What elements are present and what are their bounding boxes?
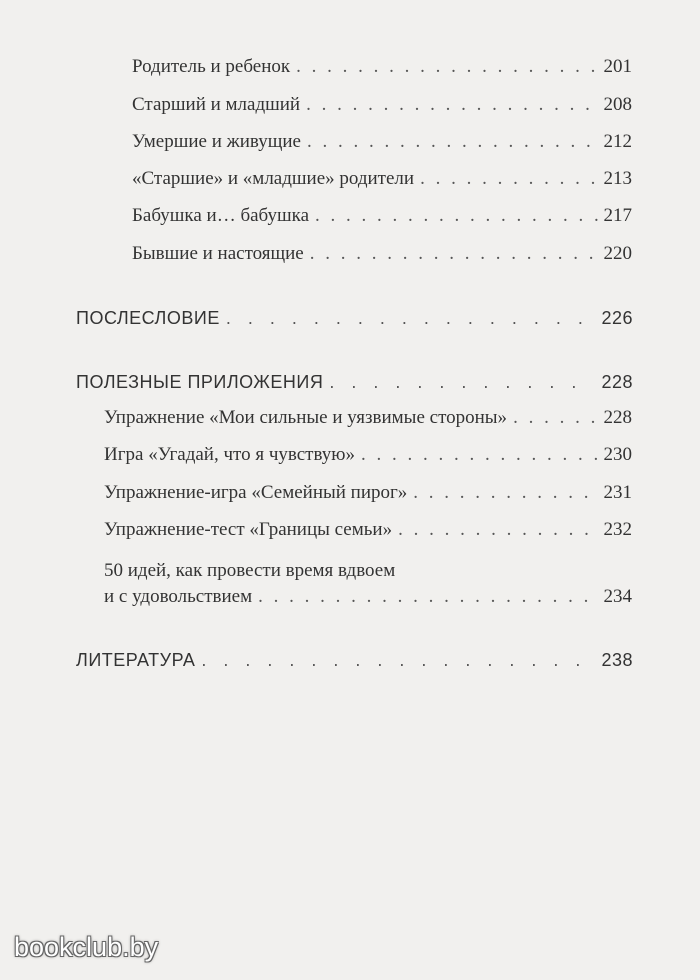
- toc-entry: [132, 94, 632, 116]
- toc-entry-page: 220: [603, 243, 632, 264]
- toc-entry-page: 217: [603, 205, 632, 226]
- toc-entry-page: 212: [603, 131, 632, 152]
- toc-entry: [132, 205, 632, 227]
- toc-entry-title: Бывшие и настоящие: [132, 243, 304, 264]
- toc-section-page: 238: [601, 650, 633, 670]
- toc-entry-title: Упражнение-тест «Границы семьи»: [104, 519, 393, 540]
- toc-section-appendix: [76, 372, 633, 393]
- toc-leader-dots: [315, 205, 597, 227]
- toc-section-literature: [76, 650, 633, 671]
- toc-leader-dots: [413, 482, 597, 504]
- toc-leader-dots: [307, 131, 598, 153]
- toc-leader-dots: [329, 372, 595, 393]
- toc-entry: [132, 243, 632, 265]
- toc-leader-dots: [226, 308, 596, 329]
- toc-leader-dots: [306, 94, 597, 116]
- toc-leader-dots: [361, 444, 598, 466]
- toc-entry: [104, 444, 632, 466]
- toc-entry-title: Упражнение-игра «Семейный пирог»: [104, 482, 408, 503]
- toc-entry-page: 232: [603, 519, 632, 540]
- toc-entry: [104, 407, 632, 429]
- toc-section-page: 226: [601, 308, 633, 328]
- toc-entry: [104, 482, 632, 504]
- toc-entry-page: 213: [603, 168, 632, 189]
- toc-entry: [132, 168, 632, 190]
- toc-entry-page: 201: [603, 56, 632, 77]
- toc-entry-title: «Старшие» и «младшие» родители: [132, 168, 415, 189]
- toc-leader-dots: [513, 407, 597, 429]
- toc-entry-page: 228: [603, 407, 632, 428]
- toc-entry-page: 234: [603, 586, 632, 607]
- toc-entry-title: Бабушка и… бабушка: [132, 205, 310, 226]
- toc-section-title: ЛИТЕРАТУРА: [76, 650, 196, 670]
- toc-section-title: ПОЛЕЗНЫЕ ПРИЛОЖЕНИЯ: [76, 372, 324, 392]
- toc-entry-title: Родитель и ребенок: [132, 56, 291, 77]
- toc-entry-page: 231: [603, 482, 632, 503]
- toc-entry-page: 230: [603, 444, 632, 465]
- toc-entry-title: Упражнение «Мои сильные и уязвимые стороны»: [104, 407, 508, 428]
- toc-section-page: 228: [601, 372, 633, 392]
- watermark: bookclub.by: [14, 932, 159, 962]
- toc-entry-title: Старший и младший: [132, 94, 301, 115]
- toc-leader-dots: [296, 56, 597, 78]
- toc-leader-dots: [310, 243, 598, 265]
- toc-entry-page: 208: [603, 94, 632, 115]
- toc-entry: [132, 131, 632, 153]
- toc-leader-dots: [201, 650, 595, 671]
- toc-entry: [104, 586, 632, 608]
- toc-entry: [104, 519, 632, 541]
- toc-entry-title-line2: и с удовольствием: [104, 586, 253, 607]
- toc-section-afterword: [76, 308, 633, 329]
- toc-entry: [132, 56, 632, 78]
- toc-entry-title: Умершие и живущие: [132, 131, 301, 152]
- toc-leader-dots: [398, 519, 597, 541]
- toc-leader-dots: [420, 168, 597, 190]
- toc-entry-title-line1: 50 идей, как провести время вдвоем: [104, 560, 396, 581]
- toc-section-title: ПОСЛЕСЛОВИЕ: [76, 308, 220, 328]
- toc-entry-title: Игра «Угадай, что я чувствую»: [104, 444, 355, 465]
- toc-leader-dots: [258, 586, 597, 608]
